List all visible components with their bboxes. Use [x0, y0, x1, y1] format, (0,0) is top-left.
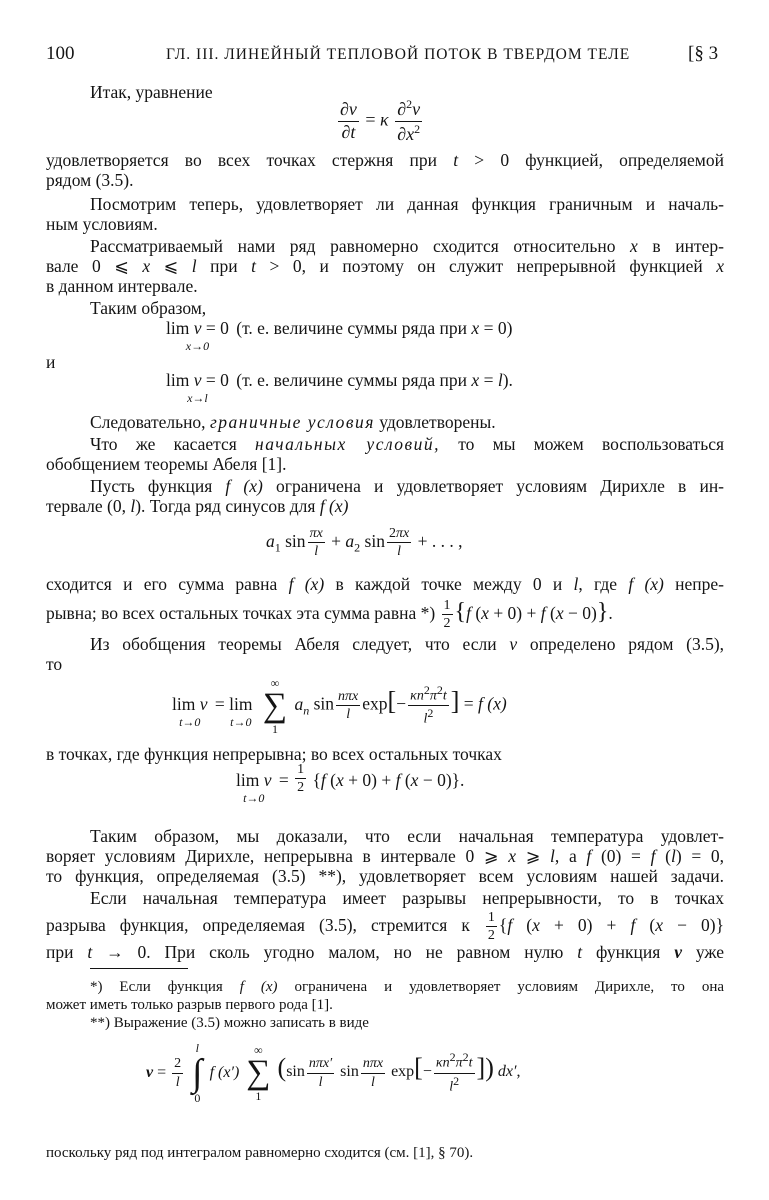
paragraph-line: Если начальная температура имеет разрывы непрерывности, то в точках: [90, 888, 724, 908]
section-marker: [§ 3: [688, 43, 719, 64]
paragraph-line: обобщением теоремы Абеля [1].: [46, 454, 287, 474]
paragraph-line: сходится и его сумма равна f (x) в каждой точке между 0 и l, где f (x) непре-: [46, 574, 725, 594]
paragraph-line: Пусть функция f (x) ограничена и удовлетворяет условиям Дирихле в ин-: [90, 476, 725, 496]
paragraph-line: удовлетворяется во всех точках стержня при t > 0 функцией, определяемой: [46, 150, 724, 170]
limit-series-equation: lim v t→0 = lim t→0 ∞ ∑ 1 $a_n$ sin $\frac{\text{nπx}}{l}$ exp[− $\frac{\kappa n^2\pi^2t}{l^2}$ ] = f (x): [172, 675, 507, 736]
paragraph-line: вале 0 ⩽ x ⩽ l при t > 0, и поэтому он служит непрерывной функцией x: [46, 256, 725, 276]
limit-x-to-l: lim v = 0 x→l (т. е. величине суммы ряда при x = l).: [166, 370, 513, 405]
paragraph-line: Посмотрим теперь, удовлетворяет ли данная функция граничным и началь-: [90, 194, 724, 214]
paragraph-line: воряет условиям Дирихле, непрерывна в интервале 0 ⩾ x ⩾ l, а f (0) = f (l) = 0,: [46, 846, 724, 866]
paragraph-line: Таким образом, мы доказали, что если начальная температура удовлет-: [90, 826, 724, 846]
paragraph-line: ным условиям.: [46, 214, 158, 234]
paragraph-line: тервале (0, l). Тогда ряд синусов для f (x): [46, 496, 349, 516]
footnote-line: *) Если функция f (x) ограничена и удовлетворяет условиям Дирихле, то она: [90, 979, 725, 995]
paragraph-line: Из обобщения теоремы Абеля следует, что если v определено рядом (3.5),: [90, 634, 725, 654]
limit-x-to-0: lim v = 0 x→0 (т. е. величине суммы ряда при x = 0): [166, 318, 513, 353]
paragraph-line: в данном интервале.: [46, 276, 198, 296]
footnote-line: может иметь только разрыв первого рода [1].: [46, 997, 333, 1013]
heat-equation: $\frac{\partial v}{\partial t}$ = κ $\frac{\partial^2v}{\partial x^2}$: [340, 97, 421, 144]
footnote-rule: [90, 968, 188, 969]
paragraph-line: то: [46, 654, 63, 674]
paragraph-line: Итак, уравнение: [90, 82, 213, 102]
paragraph-line: в точках, где функция непрерывна; во всех остальных точках: [46, 744, 502, 764]
paragraph-line: Таким образом,: [90, 298, 207, 318]
conjunction: и: [46, 352, 56, 372]
running-title: ГЛ. III. ЛИНЕЙНЫЙ ТЕПЛОВОЙ ПОТОК В ТВЕРДОМ ТЕЛЕ: [166, 46, 631, 63]
page-number: 100: [46, 43, 75, 64]
limit-average-equation: lim v t→0 = $\frac{1}{2}$ {f (x + 0) + f (x − 0)}.: [236, 762, 465, 805]
paragraph-line: при t → 0. При сколь угодно малом, но не равном нулю t функция v уже: [46, 942, 725, 962]
paragraph-line: рядом (3.5).: [46, 170, 134, 190]
integral-expression: v = $\frac{2}{l}$ l ∫ 0 f (x′) ∞ ∑ 1 (sin $\frac{\text{nπx′}}{l}$ sin $\frac{\text{nπx}}{l}$ exp[− $\frac{\kappa n^2\pi^2t}{l^2}$ ]) dx′,: [146, 1041, 521, 1105]
footnote-line: поскольку ряд под интегралом равномерно сходится (см. [1], § 70).: [46, 1145, 474, 1161]
paragraph-line: Следовательно, граничные условия удовлетворены.: [90, 412, 496, 432]
paragraph-line: рывна; во всех остальных точках эта сумма равна *) $\frac{1}{2}$ {f (x + 0) + f (x − 0)}.: [46, 598, 613, 632]
paragraph-line: разрыва функция, определяемая (3.5), стремится к $\frac{1}{2}$ {f (x + 0) + f (x − 0)}: [46, 910, 725, 944]
sine-series: $a_1$ sin $\frac{\pi x}{l}$ + $a_2$ sin $\frac{2\pi x}{l}$ + . . . ,: [266, 526, 463, 560]
paragraph-line: то функция, определяемая (3.5) **), удовлетворяет всем условиям нашей задачи.: [46, 866, 724, 886]
paragraph-line: Рассматриваемый нами ряд равномерно сходится относительно x в интер-: [90, 236, 724, 256]
footnote-line: **) Выражение (3.5) можно записать в виде: [90, 1015, 369, 1031]
paragraph-line: Что же касается начальных условий, то мы можем воспользоваться: [90, 434, 725, 454]
